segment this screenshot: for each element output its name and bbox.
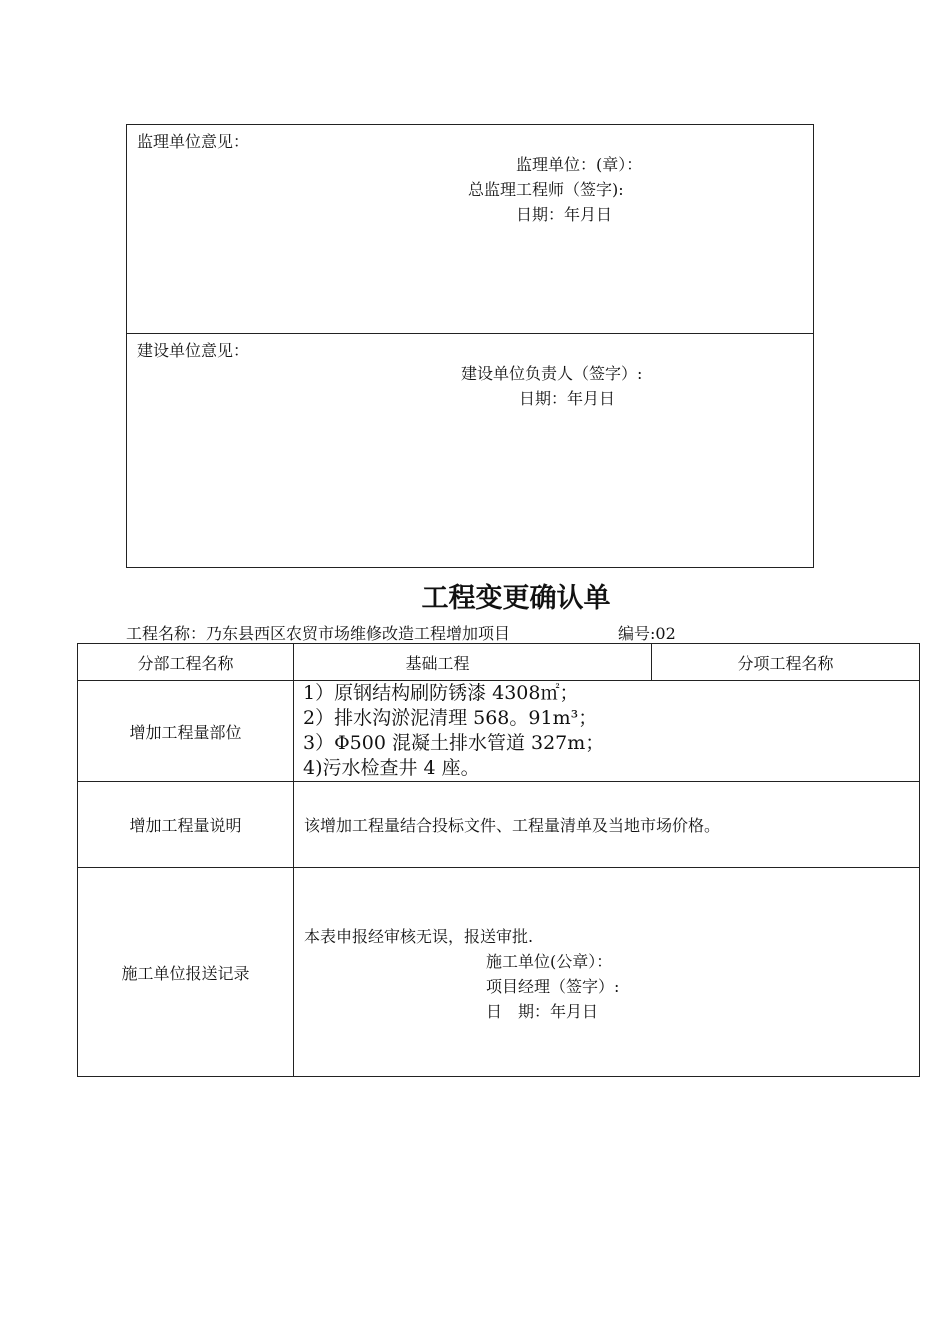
- owner-responsible-signature: 建设单位负责人（签字）:: [461, 364, 643, 383]
- supervision-date: 日期：年月日: [516, 205, 613, 224]
- contractor-unit-stamp: 施工单位(公章）：: [486, 952, 613, 971]
- owner-date: 日期：年月日: [519, 389, 616, 408]
- added-quantity-description-label: 增加工程量说明: [78, 782, 294, 868]
- submission-date: 日 期：年月日: [486, 1002, 599, 1021]
- form-title: 工程变更确认单: [421, 583, 611, 614]
- project-name: 工程名称：乃东县西区农贸市场维修改造工程增加项目: [126, 624, 511, 643]
- supervision-unit-stamp: 监理单位：(章）：: [516, 155, 643, 174]
- list-item: 1）原钢结构刷防锈漆 4308㎡；: [303, 682, 579, 704]
- list-item: 2）排水沟淤泥清理 568。91m³；: [303, 707, 598, 729]
- description-text: 该增加工程量结合投标文件、工程量清单及当地市场价格。: [304, 816, 721, 835]
- contractor-submission-cell: [294, 868, 920, 1077]
- chief-engineer-signature: 总监理工程师（签字):: [468, 180, 624, 199]
- added-quantity-description-cell: [294, 782, 920, 868]
- form-number: 编号:02: [618, 624, 676, 643]
- division-name-value: 基础工程: [294, 644, 652, 681]
- added-quantity-location-label: 增加工程量部位: [78, 681, 294, 782]
- submission-statement: 本表申报经审核无误，报送审批.: [304, 927, 534, 946]
- table-row: [78, 681, 920, 782]
- table-row: [78, 782, 920, 868]
- subitem-name-label: 分项工程名称: [652, 644, 920, 681]
- division-name-label: 分部工程名称: [78, 644, 294, 681]
- list-item: 4)污水检查井 4 座。: [303, 757, 480, 779]
- supervision-opinion-label: 监理单位意见：: [137, 132, 250, 151]
- added-quantity-location-cell: [294, 681, 920, 782]
- supervision-opinion-box: [126, 124, 814, 334]
- list-item: 3）Φ500 混凝土排水管道 327m；: [303, 732, 605, 754]
- contractor-submission-label: 施工单位报送记录: [78, 868, 294, 1077]
- table-row: [78, 868, 920, 1077]
- project-manager-signature: 项目经理（签字）:: [486, 977, 620, 996]
- quantity-list: [294, 681, 919, 781]
- table-row: [78, 644, 920, 681]
- owner-opinion-label: 建设单位意见：: [137, 341, 250, 360]
- change-confirmation-table: [77, 643, 920, 1077]
